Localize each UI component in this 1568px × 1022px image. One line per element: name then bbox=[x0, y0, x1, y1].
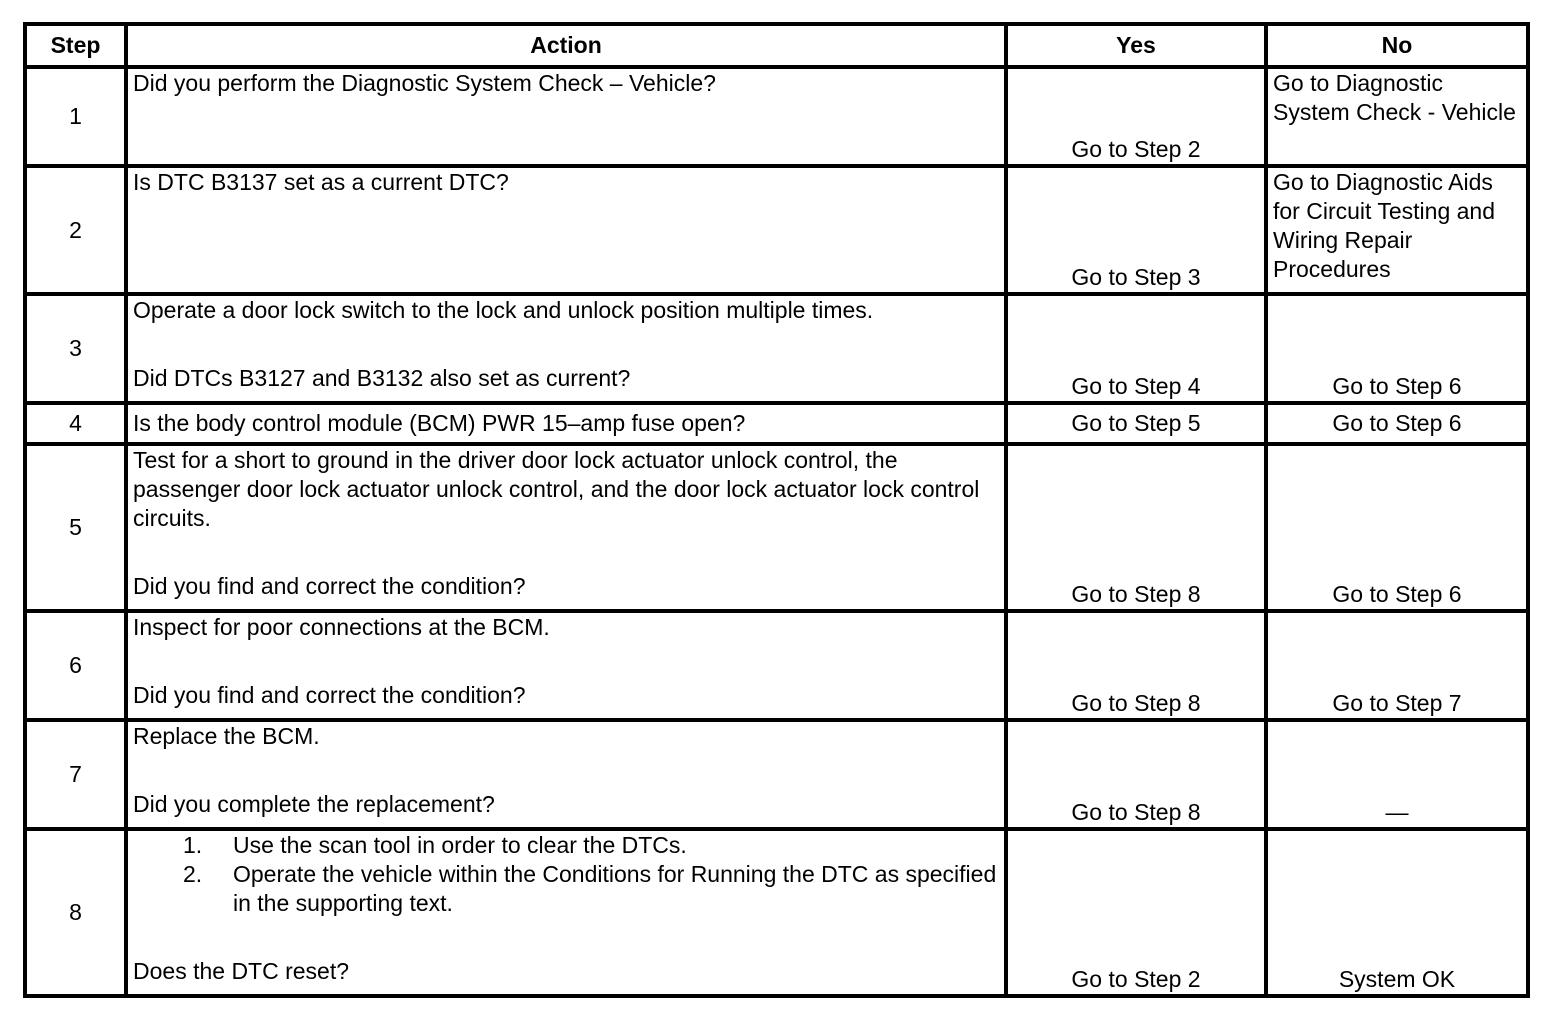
action-text: Did you perform the Diagnostic System Check – Vehicle? bbox=[133, 70, 716, 96]
step-number: 6 bbox=[25, 611, 126, 720]
yes-cell: Go to Step 5 bbox=[1006, 403, 1266, 444]
header-step: Step bbox=[25, 24, 126, 67]
action-question: Did you find and correct the condition? bbox=[133, 682, 526, 708]
action-cell bbox=[126, 294, 1006, 403]
table-row bbox=[25, 611, 1528, 720]
step-number: 3 bbox=[25, 294, 126, 403]
table-row bbox=[25, 294, 1528, 403]
action-question: Does the DTC reset? bbox=[133, 958, 350, 984]
action-cell bbox=[126, 720, 1006, 829]
action-cell bbox=[126, 67, 1006, 166]
header-no: No bbox=[1266, 24, 1528, 67]
numbered-list bbox=[133, 831, 999, 918]
action-text: Is the body control module (BCM) PWR 15–amp fuse open? bbox=[133, 410, 746, 436]
action-text: Operate a door lock switch to the lock and unlock position multiple times. bbox=[133, 297, 874, 323]
yes-cell: Go to Step 8 bbox=[1006, 720, 1266, 829]
action-question: Did DTCs B3127 and B3132 also set as current? bbox=[133, 365, 631, 391]
diagnostic-table bbox=[23, 22, 1530, 998]
no-cell: Go to Step 6 bbox=[1266, 444, 1528, 611]
no-cell: Go to Diagnostic Aids for Circuit Testing and Wiring Repair Procedures bbox=[1266, 166, 1528, 294]
list-text: Operate the vehicle within the Conditions for Running the DTC as specified in the supporting text. bbox=[233, 861, 997, 916]
yes-cell: Go to Step 8 bbox=[1006, 444, 1266, 611]
step-number: 7 bbox=[25, 720, 126, 829]
action-cell bbox=[126, 166, 1006, 294]
list-item bbox=[133, 831, 999, 860]
yes-cell: Go to Step 2 bbox=[1006, 67, 1266, 166]
no-cell: Go to Step 6 bbox=[1266, 403, 1528, 444]
no-cell: Go to Step 6 bbox=[1266, 294, 1528, 403]
table-row bbox=[25, 829, 1528, 996]
yes-cell: Go to Step 4 bbox=[1006, 294, 1266, 403]
list-number: 2. bbox=[183, 861, 203, 887]
action-cell bbox=[126, 611, 1006, 720]
table-row bbox=[25, 720, 1528, 829]
yes-cell: Go to Step 2 bbox=[1006, 829, 1266, 996]
action-cell bbox=[126, 829, 1006, 996]
list-item bbox=[133, 860, 999, 918]
action-text: Test for a short to ground in the driver door lock actuator unlock control, the passenger door lock actuator unlock control, and the door lock actuator lock control circuits. bbox=[133, 447, 980, 531]
yes-cell: Go to Step 8 bbox=[1006, 611, 1266, 720]
header-action: Action bbox=[126, 24, 1006, 67]
no-cell: Go to Step 7 bbox=[1266, 611, 1528, 720]
action-text: Replace the BCM. bbox=[133, 723, 320, 749]
list-number: 1. bbox=[183, 832, 203, 858]
step-number: 2 bbox=[25, 166, 126, 294]
list-text: Use the scan tool in order to clear the DTCs. bbox=[233, 832, 687, 858]
no-cell: System OK bbox=[1266, 829, 1528, 996]
action-cell bbox=[126, 444, 1006, 611]
table-row bbox=[25, 444, 1528, 611]
table-row bbox=[25, 67, 1528, 166]
header-yes: Yes bbox=[1006, 24, 1266, 67]
header-row bbox=[25, 24, 1528, 67]
table-row bbox=[25, 403, 1528, 444]
action-text: Is DTC B3137 set as a current DTC? bbox=[133, 169, 509, 195]
no-cell: — bbox=[1266, 720, 1528, 829]
action-question: Did you find and correct the condition? bbox=[133, 573, 526, 599]
action-text: Inspect for poor connections at the BCM. bbox=[133, 614, 550, 640]
action-cell bbox=[126, 403, 1006, 444]
table-row bbox=[25, 166, 1528, 294]
step-number: 1 bbox=[25, 67, 126, 166]
no-cell: Go to Diagnostic System Check - Vehicle bbox=[1266, 67, 1528, 166]
step-number: 4 bbox=[25, 403, 126, 444]
yes-cell: Go to Step 3 bbox=[1006, 166, 1266, 294]
step-number: 8 bbox=[25, 829, 126, 996]
step-number: 5 bbox=[25, 444, 126, 611]
action-question: Did you complete the replacement? bbox=[133, 791, 495, 817]
